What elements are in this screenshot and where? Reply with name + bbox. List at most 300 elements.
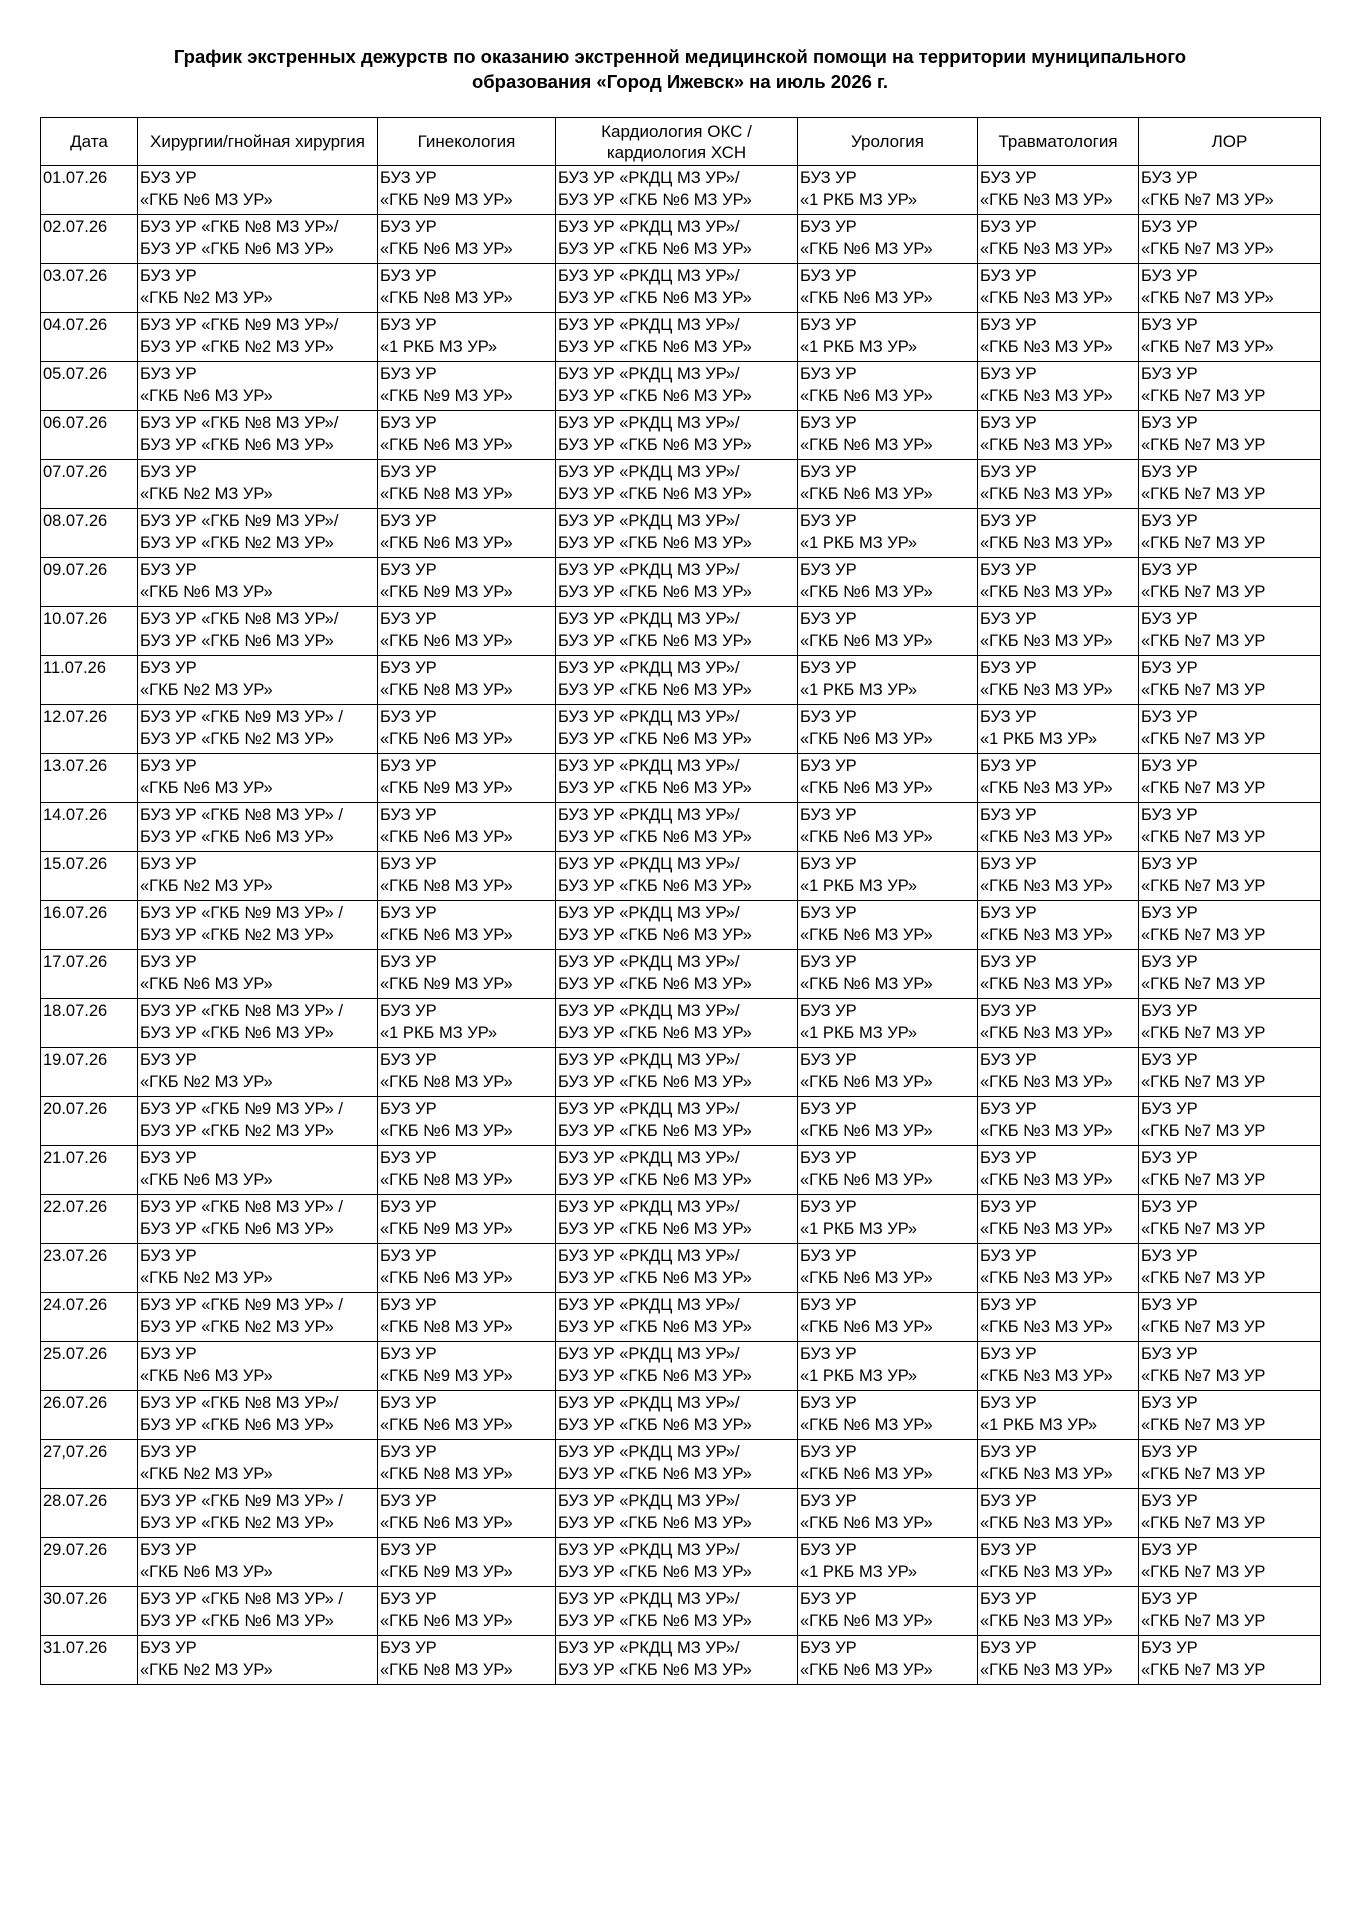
table-row: [41, 901, 1321, 950]
cell-line: «1 РКБ МЗ УР»: [800, 534, 917, 552]
cell-line: БУЗ УР «ГКБ №6 МЗ УР»: [558, 975, 752, 993]
cell-line: БУЗ УР: [800, 218, 857, 236]
cell-line: БУЗ УР «ГКБ №6 МЗ УР»: [558, 436, 752, 454]
cell-line: «ГКБ №7 МЗ УР: [1141, 1367, 1266, 1385]
cell-line: БУЗ УР: [1141, 1345, 1198, 1363]
cell-ent: [1139, 754, 1321, 803]
cell-cardiology: [556, 754, 798, 803]
cell-urology: [798, 950, 978, 999]
table-row: [41, 1440, 1321, 1489]
cell-line: БУЗ УР «ГКБ №9 МЗ УР» /: [140, 1296, 343, 1314]
cell-date: 09.07.26: [41, 558, 138, 607]
cell-date: 22.07.26: [41, 1195, 138, 1244]
cell-ent: [1139, 1489, 1321, 1538]
cell-line: БУЗ УР «ГКБ №6 МЗ УР»: [558, 779, 752, 797]
cell-line: «ГКБ №7 МЗ УР: [1141, 1514, 1266, 1532]
cell-traumatology: [978, 1048, 1139, 1097]
cell-date: 13.07.26: [41, 754, 138, 803]
cell-ent: [1139, 1587, 1321, 1636]
cell-gynecology: [378, 1489, 556, 1538]
cell-ent: [1139, 1440, 1321, 1489]
cell-ent: [1139, 1195, 1321, 1244]
cell-line: «ГКБ №6 МЗ УР»: [800, 485, 933, 503]
cell-line: «ГКБ №3 МЗ УР»: [980, 681, 1113, 699]
cell-line: БУЗ УР: [1141, 1296, 1198, 1314]
table-row: [41, 1391, 1321, 1440]
cell-line: БУЗ УР «РКДЦ МЗ УР»/: [558, 659, 740, 677]
cell-line: БУЗ УР «РКДЦ МЗ УР»/: [558, 904, 740, 922]
cell-line: «ГКБ №7 МЗ УР: [1141, 485, 1266, 503]
header-urology: Урология: [798, 118, 978, 166]
cell-ent: [1139, 1293, 1321, 1342]
cell-cardiology: [556, 558, 798, 607]
cell-date: 02.07.26: [41, 215, 138, 264]
cell-cardiology: [556, 607, 798, 656]
cell-line: БУЗ УР: [800, 953, 857, 971]
cell-line: «ГКБ №7 МЗ УР: [1141, 1073, 1266, 1091]
cell-line: «ГКБ №3 МЗ УР»: [980, 779, 1113, 797]
cell-line: «ГКБ №2 МЗ УР»: [140, 877, 273, 895]
cell-line: БУЗ УР «ГКБ №6 МЗ УР»: [558, 1465, 752, 1483]
cell-date: 19.07.26: [41, 1048, 138, 1097]
cell-ent: [1139, 1538, 1321, 1587]
cell-line: БУЗ УР «ГКБ №6 МЗ УР»: [558, 1563, 752, 1581]
cell-line: БУЗ УР: [140, 169, 197, 187]
cell-line: БУЗ УР: [380, 1100, 437, 1118]
cell-line: БУЗ УР «РКДЦ МЗ УР»/: [558, 1394, 740, 1412]
cell-surgery: [138, 1195, 378, 1244]
cell-line: БУЗ УР «ГКБ №2 МЗ УР»: [140, 1514, 334, 1532]
cell-traumatology: [978, 705, 1139, 754]
cell-line: БУЗ УР: [140, 1541, 197, 1559]
cell-line: «ГКБ №7 МЗ УР»: [1141, 191, 1274, 209]
cell-cardiology: [556, 166, 798, 215]
cell-line: «ГКБ №7 МЗ УР: [1141, 1661, 1266, 1679]
cell-surgery: [138, 264, 378, 313]
cell-ent: [1139, 1636, 1321, 1685]
cell-urology: [798, 607, 978, 656]
cell-surgery: [138, 852, 378, 901]
cell-cardiology: [556, 411, 798, 460]
cell-line: «ГКБ №7 МЗ УР: [1141, 1318, 1266, 1336]
cell-line: БУЗ УР: [140, 659, 197, 677]
cell-line: БУЗ УР «ГКБ №6 МЗ УР»: [558, 1073, 752, 1091]
cell-gynecology: [378, 656, 556, 705]
cell-line: БУЗ УР «ГКБ №8 МЗ УР»/: [140, 218, 339, 236]
cell-line: «ГКБ №8 МЗ УР»: [380, 1465, 513, 1483]
cell-line: БУЗ УР: [1141, 1492, 1198, 1510]
cell-line: «ГКБ №8 МЗ УР»: [380, 1171, 513, 1189]
cell-urology: [798, 1538, 978, 1587]
cell-line: БУЗ УР: [800, 1100, 857, 1118]
cell-line: «ГКБ №7 МЗ УР: [1141, 1024, 1266, 1042]
cell-line: БУЗ УР: [980, 1051, 1037, 1069]
cell-traumatology: [978, 362, 1139, 411]
cell-gynecology: [378, 1440, 556, 1489]
cell-line: «ГКБ №7 МЗ УР: [1141, 1220, 1266, 1238]
cell-line: БУЗ УР: [800, 169, 857, 187]
cell-line: БУЗ УР: [800, 1198, 857, 1216]
cell-line: БУЗ УР: [980, 1541, 1037, 1559]
table-row: [41, 1538, 1321, 1587]
cell-line: БУЗ УР «ГКБ №8 МЗ УР»/: [140, 414, 339, 432]
cell-line: «ГКБ №6 МЗ УР»: [800, 926, 933, 944]
cell-surgery: [138, 166, 378, 215]
cell-line: БУЗ УР: [800, 855, 857, 873]
table-row: [41, 215, 1321, 264]
cell-line: БУЗ УР: [1141, 1100, 1198, 1118]
cell-line: «ГКБ №8 МЗ УР»: [380, 1073, 513, 1091]
cell-line: БУЗ УР «ГКБ №6 МЗ УР»: [140, 436, 334, 454]
cell-line: БУЗ УР: [800, 708, 857, 726]
cell-line: «ГКБ №3 МЗ УР»: [980, 583, 1113, 601]
cell-line: БУЗ УР «ГКБ №8 МЗ УР» /: [140, 806, 343, 824]
cell-line: БУЗ УР: [380, 904, 437, 922]
cell-line: БУЗ УР: [380, 1247, 437, 1265]
cell-line: БУЗ УР «ГКБ №2 МЗ УР»: [140, 1122, 334, 1140]
cell-line: БУЗ УР: [380, 512, 437, 530]
cell-surgery: [138, 362, 378, 411]
cell-line: «ГКБ №7 МЗ УР: [1141, 730, 1266, 748]
cell-ent: [1139, 803, 1321, 852]
cell-cardiology: [556, 852, 798, 901]
header-traumatology: Травматология: [978, 118, 1139, 166]
cell-surgery: [138, 1489, 378, 1538]
cell-line: БУЗ УР: [980, 267, 1037, 285]
cell-line: «ГКБ №6 МЗ УР»: [380, 534, 513, 552]
cell-line: «ГКБ №7 МЗ УР: [1141, 975, 1266, 993]
cell-line: БУЗ УР: [980, 1394, 1037, 1412]
cell-gynecology: [378, 1048, 556, 1097]
cell-line: «ГКБ №3 МЗ УР»: [980, 1122, 1113, 1140]
table-row: [41, 1244, 1321, 1293]
cell-line: «ГКБ №2 МЗ УР»: [140, 289, 273, 307]
cell-traumatology: [978, 1097, 1139, 1146]
cell-line: «ГКБ №6 МЗ УР»: [800, 1661, 933, 1679]
cell-line: «ГКБ №9 МЗ УР»: [380, 1367, 513, 1385]
cell-urology: [798, 754, 978, 803]
cell-line: БУЗ УР «ГКБ №2 МЗ УР»: [140, 338, 334, 356]
cell-line: «ГКБ №6 МЗ УР»: [800, 828, 933, 846]
cell-line: «1 РКБ МЗ УР»: [800, 338, 917, 356]
cell-line: «ГКБ №9 МЗ УР»: [380, 779, 513, 797]
cell-urology: [798, 803, 978, 852]
cell-line: «ГКБ №7 МЗ УР: [1141, 632, 1266, 650]
header-date: Дата: [41, 118, 138, 166]
cell-cardiology: [556, 1244, 798, 1293]
cell-ent: [1139, 1146, 1321, 1195]
cell-line: БУЗ УР: [800, 1541, 857, 1559]
cell-cardiology: [556, 803, 798, 852]
cell-urology: [798, 1293, 978, 1342]
cell-line: «ГКБ №6 МЗ УР»: [380, 632, 513, 650]
cell-ent: [1139, 1244, 1321, 1293]
cell-line: БУЗ УР: [980, 757, 1037, 775]
cell-line: БУЗ УР: [380, 1198, 437, 1216]
cell-line: «ГКБ №7 МЗ УР: [1141, 1269, 1266, 1287]
cell-line: «ГКБ №7 МЗ УР: [1141, 1612, 1266, 1630]
cell-cardiology: [556, 901, 798, 950]
header-ent: ЛОР: [1139, 118, 1321, 166]
cell-surgery: [138, 509, 378, 558]
cell-cardiology: [556, 1440, 798, 1489]
cell-line: БУЗ УР: [800, 512, 857, 530]
table-row: [41, 1146, 1321, 1195]
cell-line: «ГКБ №3 МЗ УР»: [980, 240, 1113, 258]
cell-line: БУЗ УР: [980, 512, 1037, 530]
cell-traumatology: [978, 607, 1139, 656]
cell-line: «ГКБ №8 МЗ УР»: [380, 681, 513, 699]
cell-line: «ГКБ №6 МЗ УР»: [380, 828, 513, 846]
cell-gynecology: [378, 1587, 556, 1636]
header-cardiology: Кардиология ОКС / кардиология ХСН: [556, 118, 798, 166]
cell-line: БУЗ УР: [980, 1590, 1037, 1608]
table-row: [41, 852, 1321, 901]
cell-line: «ГКБ №8 МЗ УР»: [380, 289, 513, 307]
cell-line: «ГКБ №6 МЗ УР»: [800, 1416, 933, 1434]
cell-line: «1 РКБ МЗ УР»: [980, 730, 1097, 748]
cell-line: БУЗ УР: [800, 1345, 857, 1363]
cell-line: «ГКБ №3 МЗ УР»: [980, 1318, 1113, 1336]
cell-line: БУЗ УР: [380, 414, 437, 432]
cell-line: «ГКБ №7 МЗ УР: [1141, 828, 1266, 846]
cell-line: БУЗ УР «РКДЦ МЗ УР»/: [558, 1051, 740, 1069]
cell-surgery: [138, 1342, 378, 1391]
cell-line: «ГКБ №6 МЗ УР»: [800, 1073, 933, 1091]
cell-line: БУЗ УР «ГКБ №6 МЗ УР»: [140, 240, 334, 258]
cell-traumatology: [978, 215, 1139, 264]
cell-line: БУЗ УР «РКДЦ МЗ УР»/: [558, 267, 740, 285]
cell-line: БУЗ УР: [1141, 267, 1198, 285]
cell-traumatology: [978, 852, 1139, 901]
table-row: [41, 1293, 1321, 1342]
cell-line: БУЗ УР: [980, 659, 1037, 677]
cell-line: «ГКБ №6 МЗ УР»: [140, 583, 273, 601]
cell-line: БУЗ УР: [140, 953, 197, 971]
cell-urology: [798, 558, 978, 607]
table-row: [41, 1587, 1321, 1636]
cell-ent: [1139, 460, 1321, 509]
duty-schedule-table: [40, 117, 1321, 1685]
cell-line: БУЗ УР «ГКБ №6 МЗ УР»: [558, 926, 752, 944]
cell-surgery: [138, 950, 378, 999]
cell-date: 23.07.26: [41, 1244, 138, 1293]
cell-line: «ГКБ №6 МЗ УР»: [380, 436, 513, 454]
cell-line: «1 РКБ МЗ УР»: [800, 1024, 917, 1042]
cell-traumatology: [978, 999, 1139, 1048]
cell-line: БУЗ УР: [980, 1639, 1037, 1657]
cell-line: «ГКБ №2 МЗ УР»: [140, 681, 273, 699]
cell-line: БУЗ УР «ГКБ №6 МЗ УР»: [558, 289, 752, 307]
cell-line: «ГКБ №6 МЗ УР»: [800, 583, 933, 601]
cell-line: «ГКБ №6 МЗ УР»: [140, 779, 273, 797]
cell-line: БУЗ УР: [1141, 316, 1198, 334]
cell-urology: [798, 1391, 978, 1440]
cell-surgery: [138, 803, 378, 852]
cell-line: БУЗ УР «ГКБ №6 МЗ УР»: [558, 338, 752, 356]
cell-line: БУЗ УР «РКДЦ МЗ УР»/: [558, 1345, 740, 1363]
cell-traumatology: [978, 1440, 1139, 1489]
cell-surgery: [138, 1293, 378, 1342]
cell-line: БУЗ УР: [980, 1002, 1037, 1020]
cell-line: БУЗ УР: [380, 1541, 437, 1559]
cell-gynecology: [378, 460, 556, 509]
cell-line: «ГКБ №6 МЗ УР»: [800, 1122, 933, 1140]
cell-line: БУЗ УР: [1141, 1394, 1198, 1412]
cell-line: «1 РКБ МЗ УР»: [800, 191, 917, 209]
cell-line: «ГКБ №7 МЗ УР: [1141, 681, 1266, 699]
cell-line: БУЗ УР: [380, 1051, 437, 1069]
table-row: [41, 950, 1321, 999]
cell-line: БУЗ УР: [1141, 1590, 1198, 1608]
cell-line: «ГКБ №6 МЗ УР»: [140, 975, 273, 993]
table-row: [41, 656, 1321, 705]
cell-line: БУЗ УР: [980, 1345, 1037, 1363]
cell-gynecology: [378, 1244, 556, 1293]
cell-line: БУЗ УР: [980, 708, 1037, 726]
cell-gynecology: [378, 607, 556, 656]
cell-surgery: [138, 1391, 378, 1440]
cell-line: БУЗ УР «РКДЦ МЗ УР»/: [558, 806, 740, 824]
cell-ent: [1139, 166, 1321, 215]
cell-gynecology: [378, 803, 556, 852]
cell-line: БУЗ УР: [140, 1345, 197, 1363]
cell-line: «ГКБ №2 МЗ УР»: [140, 1661, 273, 1679]
cell-gynecology: [378, 509, 556, 558]
cell-line: «ГКБ №3 МЗ УР»: [980, 1465, 1113, 1483]
cell-line: БУЗ УР «ГКБ №6 МЗ УР»: [140, 1024, 334, 1042]
cell-line: «ГКБ №6 МЗ УР»: [800, 779, 933, 797]
cell-ent: [1139, 656, 1321, 705]
cell-line: БУЗ УР: [980, 463, 1037, 481]
cell-traumatology: [978, 166, 1139, 215]
cell-line: БУЗ УР «РКДЦ МЗ УР»/: [558, 169, 740, 187]
cell-line: БУЗ УР: [800, 610, 857, 628]
cell-line: БУЗ УР «ГКБ №6 МЗ УР»: [140, 632, 334, 650]
cell-line: БУЗ УР: [800, 904, 857, 922]
cell-line: БУЗ УР «ГКБ №6 МЗ УР»: [558, 877, 752, 895]
cell-surgery: [138, 1636, 378, 1685]
cell-urology: [798, 656, 978, 705]
cell-line: БУЗ УР «РКДЦ МЗ УР»/: [558, 365, 740, 383]
cell-gynecology: [378, 754, 556, 803]
cell-line: «ГКБ №7 МЗ УР: [1141, 436, 1266, 454]
cell-ent: [1139, 705, 1321, 754]
cell-line: БУЗ УР: [980, 169, 1037, 187]
cell-line: «ГКБ №9 МЗ УР»: [380, 387, 513, 405]
cell-line: БУЗ УР: [980, 316, 1037, 334]
cell-line: БУЗ УР: [380, 757, 437, 775]
cell-line: «ГКБ №3 МЗ УР»: [980, 338, 1113, 356]
cell-line: «ГКБ №3 МЗ УР»: [980, 1612, 1113, 1630]
cell-traumatology: [978, 1342, 1139, 1391]
cell-surgery: [138, 460, 378, 509]
cell-date: 15.07.26: [41, 852, 138, 901]
cell-line: БУЗ УР: [980, 953, 1037, 971]
cell-line: БУЗ УР: [1141, 806, 1198, 824]
cell-line: «ГКБ №6 МЗ УР»: [800, 1318, 933, 1336]
cell-traumatology: [978, 411, 1139, 460]
cell-line: БУЗ УР «ГКБ №8 МЗ УР» /: [140, 1590, 343, 1608]
header-surgery: Хирургии/гнойная хирургия: [138, 118, 378, 166]
cell-line: БУЗ УР: [1141, 1247, 1198, 1265]
cell-line: БУЗ УР: [800, 757, 857, 775]
cell-traumatology: [978, 264, 1139, 313]
cell-line: «ГКБ №3 МЗ УР»: [980, 975, 1113, 993]
cell-line: «ГКБ №3 МЗ УР»: [980, 1220, 1113, 1238]
cell-line: БУЗ УР: [380, 463, 437, 481]
cell-cardiology: [556, 950, 798, 999]
cell-ent: [1139, 264, 1321, 313]
cell-line: БУЗ УР «РКДЦ МЗ УР»/: [558, 1590, 740, 1608]
table-row: [41, 362, 1321, 411]
cell-line: «ГКБ №7 МЗ УР: [1141, 877, 1266, 895]
cell-gynecology: [378, 1195, 556, 1244]
cell-date: 10.07.26: [41, 607, 138, 656]
cell-date: 24.07.26: [41, 1293, 138, 1342]
cell-line: «ГКБ №7 МЗ УР»: [1141, 338, 1274, 356]
cell-line: БУЗ УР «ГКБ №9 МЗ УР» /: [140, 1100, 343, 1118]
table-row: [41, 313, 1321, 362]
cell-date: 03.07.26: [41, 264, 138, 313]
cell-urology: [798, 1489, 978, 1538]
cell-cardiology: [556, 705, 798, 754]
table-row: [41, 1048, 1321, 1097]
cell-line: БУЗ УР: [1141, 855, 1198, 873]
cell-surgery: [138, 1048, 378, 1097]
cell-line: БУЗ УР: [140, 267, 197, 285]
cell-line: БУЗ УР: [140, 1443, 197, 1461]
cell-ent: [1139, 1391, 1321, 1440]
cell-line: БУЗ УР: [1141, 1198, 1198, 1216]
cell-line: «ГКБ №3 МЗ УР»: [980, 877, 1113, 895]
cell-line: «ГКБ №6 МЗ УР»: [800, 1514, 933, 1532]
cell-gynecology: [378, 264, 556, 313]
table-row: [41, 558, 1321, 607]
cell-line: «ГКБ №6 МЗ УР»: [140, 387, 273, 405]
cell-date: 18.07.26: [41, 999, 138, 1048]
cell-line: БУЗ УР: [1141, 757, 1198, 775]
cell-line: БУЗ УР: [800, 1590, 857, 1608]
cell-traumatology: [978, 313, 1139, 362]
cell-cardiology: [556, 215, 798, 264]
cell-line: БУЗ УР «ГКБ №6 МЗ УР»: [558, 632, 752, 650]
cell-ent: [1139, 362, 1321, 411]
cell-line: «1 РКБ МЗ УР»: [380, 1024, 497, 1042]
cell-surgery: [138, 901, 378, 950]
cell-date: 29.07.26: [41, 1538, 138, 1587]
cell-line: БУЗ УР: [980, 414, 1037, 432]
cell-line: «ГКБ №3 МЗ УР»: [980, 387, 1113, 405]
cell-line: БУЗ УР «ГКБ №9 МЗ УР» /: [140, 904, 343, 922]
cell-line: «ГКБ №6 МЗ УР»: [380, 1514, 513, 1532]
cell-line: «ГКБ №9 МЗ УР»: [380, 1220, 513, 1238]
cell-line: БУЗ УР «ГКБ №2 МЗ УР»: [140, 1318, 334, 1336]
cell-traumatology: [978, 1538, 1139, 1587]
table-body: [41, 166, 1321, 1685]
cell-gynecology: [378, 313, 556, 362]
cell-line: БУЗ УР: [140, 855, 197, 873]
cell-traumatology: [978, 1146, 1139, 1195]
cell-cardiology: [556, 1636, 798, 1685]
cell-traumatology: [978, 1293, 1139, 1342]
cell-line: «1 РКБ МЗ УР»: [800, 1220, 917, 1238]
cell-line: «1 РКБ МЗ УР»: [800, 1367, 917, 1385]
cell-line: БУЗ УР: [380, 1296, 437, 1314]
cell-urology: [798, 460, 978, 509]
cell-line: БУЗ УР: [380, 953, 437, 971]
cell-ent: [1139, 215, 1321, 264]
